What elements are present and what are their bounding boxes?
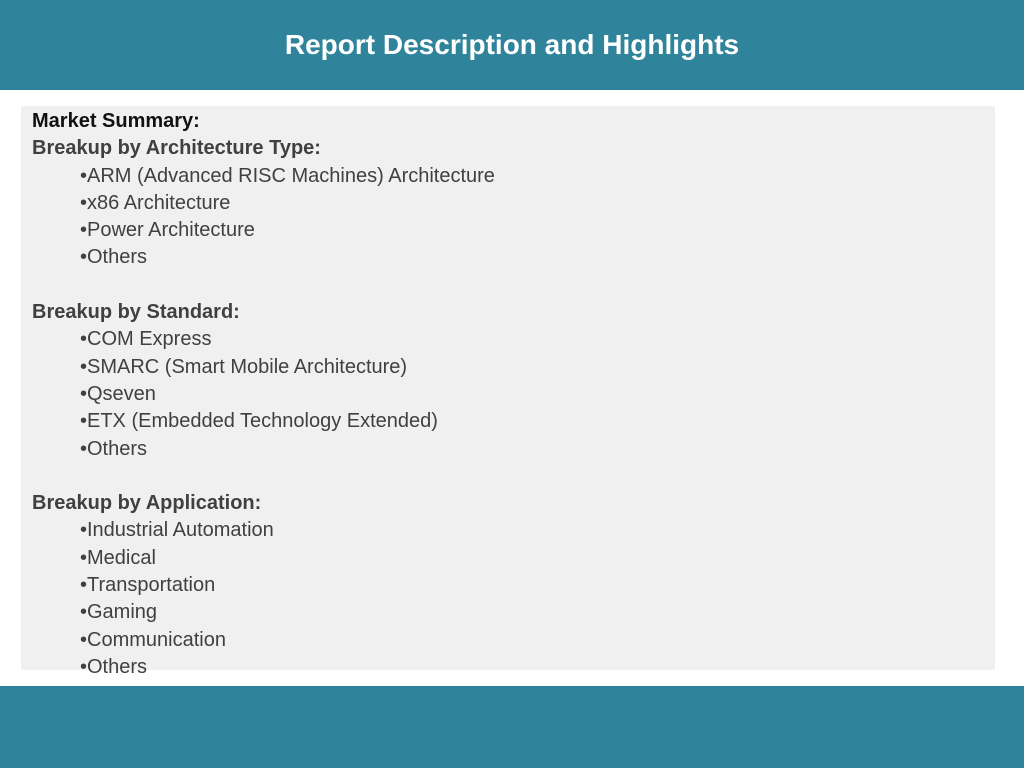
footer-band [0,686,1024,768]
list-item: •Others [80,246,148,269]
list-item: •SMARC (Smart Mobile Architecture) [80,355,408,378]
list-item: •Industrial Automation [80,519,274,542]
list-item: •ARM (Advanced RISC Machines) Architecture [80,164,495,187]
list-item: •ETX (Embedded Technology Extended) [80,410,438,433]
list-item: •Others [80,437,148,460]
section-spacer [32,463,972,490]
list-item: •Communication [80,628,226,651]
list-item: •Others [80,655,148,678]
page-title: Report Description and Highlights [284,29,740,60]
list-item: •x86 Architecture [80,191,231,214]
content-text [32,108,972,681]
market-summary-heading: Market Summary: [32,110,200,132]
list-item: •Medical [80,546,156,569]
architecture-section-heading: Breakup by Architecture Type: [32,137,321,160]
standard-section-heading: Breakup by Standard: [32,301,240,324]
list-item: •Transportation [80,574,216,597]
list-item: •Gaming [80,601,158,624]
section-spacer [32,272,972,299]
application-section-heading: Breakup by Application: [32,492,262,515]
list-item: •Power Architecture [80,219,255,242]
list-item: •COM Express [80,328,212,351]
list-item: •Qseven [80,382,156,405]
